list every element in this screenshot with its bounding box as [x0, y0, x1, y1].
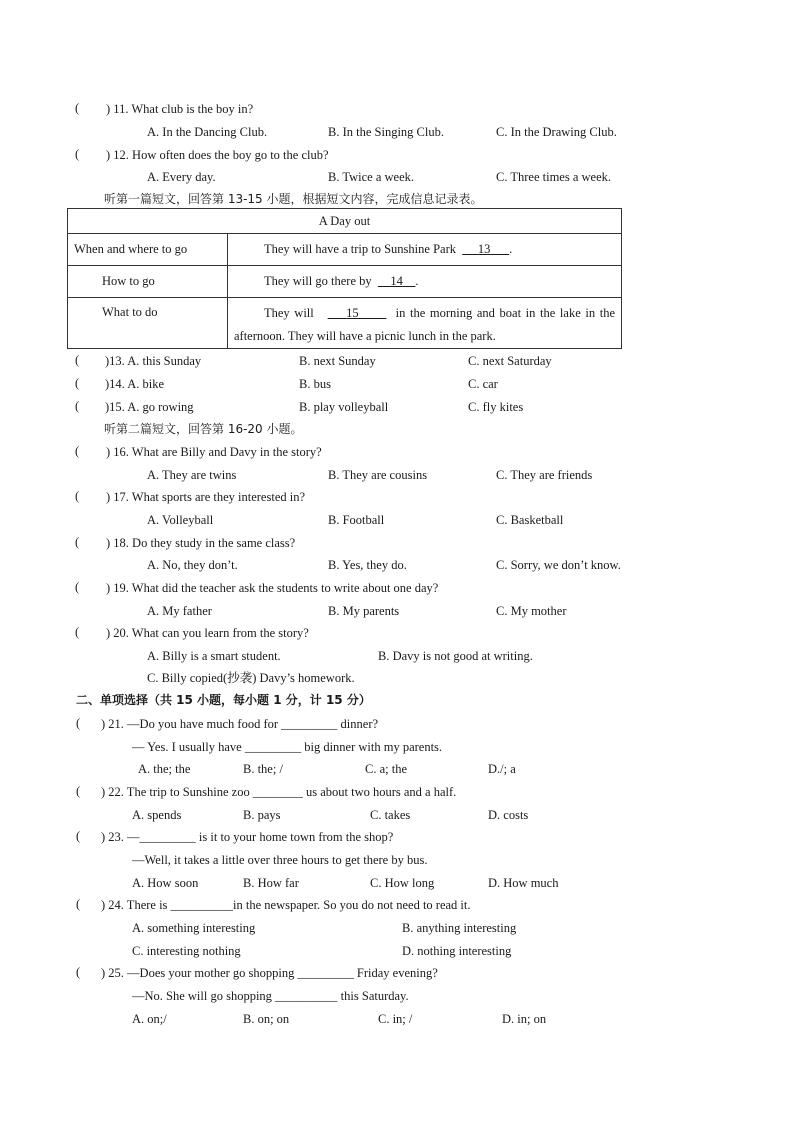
option-b: B. bus	[299, 377, 331, 391]
question-23-line2: —Well, it takes a little over three hours to get there by bus.	[132, 853, 428, 867]
option-a: A. Billy is a smart student.	[147, 649, 281, 663]
option-c: C. takes	[370, 808, 411, 822]
question-18: ) 18. Do they study in the same class?	[106, 536, 296, 550]
section-heading: 二、单项选择（共 15 小题，每小题 1 分，计 15 分）	[76, 693, 371, 707]
option-d: D. How much	[488, 876, 559, 890]
option-c: C. How long	[370, 876, 435, 890]
question-24: ) 24. There is __________in the newspaper. So you do not need to read it.	[101, 898, 471, 912]
answer-paren[interactable]: (	[76, 965, 81, 979]
blank-13[interactable]: 13	[477, 242, 491, 256]
option-c: C. next Saturday	[468, 354, 552, 368]
option-b: B. How far	[243, 876, 299, 890]
option-a: A. Volleyball	[147, 513, 214, 527]
info-table	[67, 208, 622, 349]
answer-paren[interactable]: (	[75, 376, 80, 390]
answer-paren[interactable]: (	[76, 829, 81, 843]
table-label: How to go	[68, 266, 228, 298]
table-cell: They will have a trip to Sunshine Park 13 .	[228, 234, 622, 266]
passage-2-instruction: 听第二篇短文，回答第 16-20 小题。	[104, 422, 303, 436]
option-b: B. Davy is not good at writing.	[378, 649, 533, 663]
question-23: ) 23. —_________ is it to your home town from the shop?	[101, 830, 394, 844]
option-c: C. Sorry, we don’t know.	[496, 558, 621, 572]
answer-paren[interactable]: (	[75, 444, 80, 458]
question-17: ) 17. What sports are they interested in?	[106, 490, 306, 504]
option-b: B. play volleyball	[299, 400, 389, 414]
answer-paren[interactable]: (	[75, 147, 80, 161]
answer-paren[interactable]: (	[75, 535, 80, 549]
option-c: C. Billy copied(抄袭) Davy’s homework.	[147, 671, 355, 685]
answer-paren[interactable]: (	[75, 489, 80, 503]
answer-paren[interactable]: (	[75, 353, 80, 367]
table-cell: They will go there by 14 .	[228, 266, 622, 298]
option-d: D. nothing interesting	[402, 944, 512, 958]
option-c: C. fly kites	[468, 400, 524, 414]
option-d: D. in; on	[502, 1012, 547, 1026]
table-label: When and where to go	[68, 234, 228, 266]
question-21: ) 21. —Do you have much food for _________ dinner?	[101, 717, 379, 731]
option-b: B. next Sunday	[299, 354, 376, 368]
option-a: A. How soon	[132, 876, 199, 890]
answer-paren[interactable]: (	[76, 784, 81, 798]
question-22: ) 22. The trip to Sunshine zoo ________ us about two hours and a half.	[101, 785, 457, 799]
question-25: ) 25. —Does your mother go shopping _________ Friday evening?	[101, 966, 438, 980]
answer-paren[interactable]: (	[76, 897, 81, 911]
option-c: C. In the Drawing Club.	[496, 125, 617, 139]
option-a: A. something interesting	[132, 921, 256, 935]
question-11: ) 11. What club is the boy in?	[106, 102, 254, 116]
option-a: A. In the Dancing Club.	[147, 125, 268, 139]
option-c: C. a; the	[365, 762, 408, 776]
option-b: B. the; /	[243, 762, 283, 776]
answer-paren[interactable]: (	[76, 716, 81, 730]
option-a: A. spends	[132, 808, 182, 822]
option-a: A. Every day.	[147, 170, 216, 184]
option-a: A. No, they don’t.	[147, 558, 238, 572]
option-b: B. Football	[328, 513, 385, 527]
option-a: A. on;/	[132, 1012, 167, 1026]
option-c: C. interesting nothing	[132, 944, 241, 958]
option-c: C. in; /	[378, 1012, 413, 1026]
question-20: ) 20. What can you learn from the story?	[106, 626, 309, 640]
option-a: A. My father	[147, 604, 212, 618]
option-d: D. costs	[488, 808, 529, 822]
table-cell: They will 15 in the morning and boat in the lake in the afternoon. They will have a picnic lunch in the park.	[228, 298, 622, 349]
option-c: C. My mother	[496, 604, 567, 618]
question-13: )13. A. this Sunday	[105, 354, 202, 368]
table-title: A Day out	[68, 209, 622, 234]
question-16: ) 16. What are Billy and Davy in the story?	[106, 445, 322, 459]
answer-paren[interactable]: (	[75, 101, 80, 115]
question-14: )14. A. bike	[105, 377, 165, 391]
question-12: ) 12. How often does the boy go to the club?	[106, 148, 329, 162]
option-c: C. They are friends	[496, 468, 593, 482]
option-d: D./; a	[488, 762, 516, 776]
question-21-line2: — Yes. I usually have _________ big dinner with my parents.	[132, 740, 443, 754]
option-a: A. They are twins	[147, 468, 237, 482]
option-a: A. the; the	[138, 762, 191, 776]
option-c: C. car	[468, 377, 498, 391]
option-b: B. anything interesting	[402, 921, 517, 935]
blank-15[interactable]: 15	[346, 306, 359, 320]
blank-14[interactable]: 14	[390, 274, 403, 288]
option-b: B. pays	[243, 808, 281, 822]
answer-paren[interactable]: (	[75, 625, 80, 639]
answer-paren[interactable]: (	[75, 580, 80, 594]
option-b: B. They are cousins	[328, 468, 428, 482]
option-b: B. Yes, they do.	[328, 558, 407, 572]
answer-paren[interactable]: (	[75, 399, 80, 413]
option-b: B. Twice a week.	[328, 170, 415, 184]
option-c: C. Basketball	[496, 513, 564, 527]
question-25-line2: —No. She will go shopping __________ this Saturday.	[132, 989, 409, 1003]
option-b: B. My parents	[328, 604, 400, 618]
option-c: C. Three times a week.	[496, 170, 612, 184]
question-15: )15. A. go rowing	[105, 400, 194, 414]
question-19: ) 19. What did the teacher ask the students to write about one day?	[106, 581, 439, 595]
table-label: What to do	[68, 298, 228, 349]
option-b: B. on; on	[243, 1012, 290, 1026]
passage-1-instruction: 听第一篇短文，回答第 13-15 小题，根据短文内容，完成信息记录表。	[104, 192, 483, 206]
option-b: B. In the Singing Club.	[328, 125, 444, 139]
